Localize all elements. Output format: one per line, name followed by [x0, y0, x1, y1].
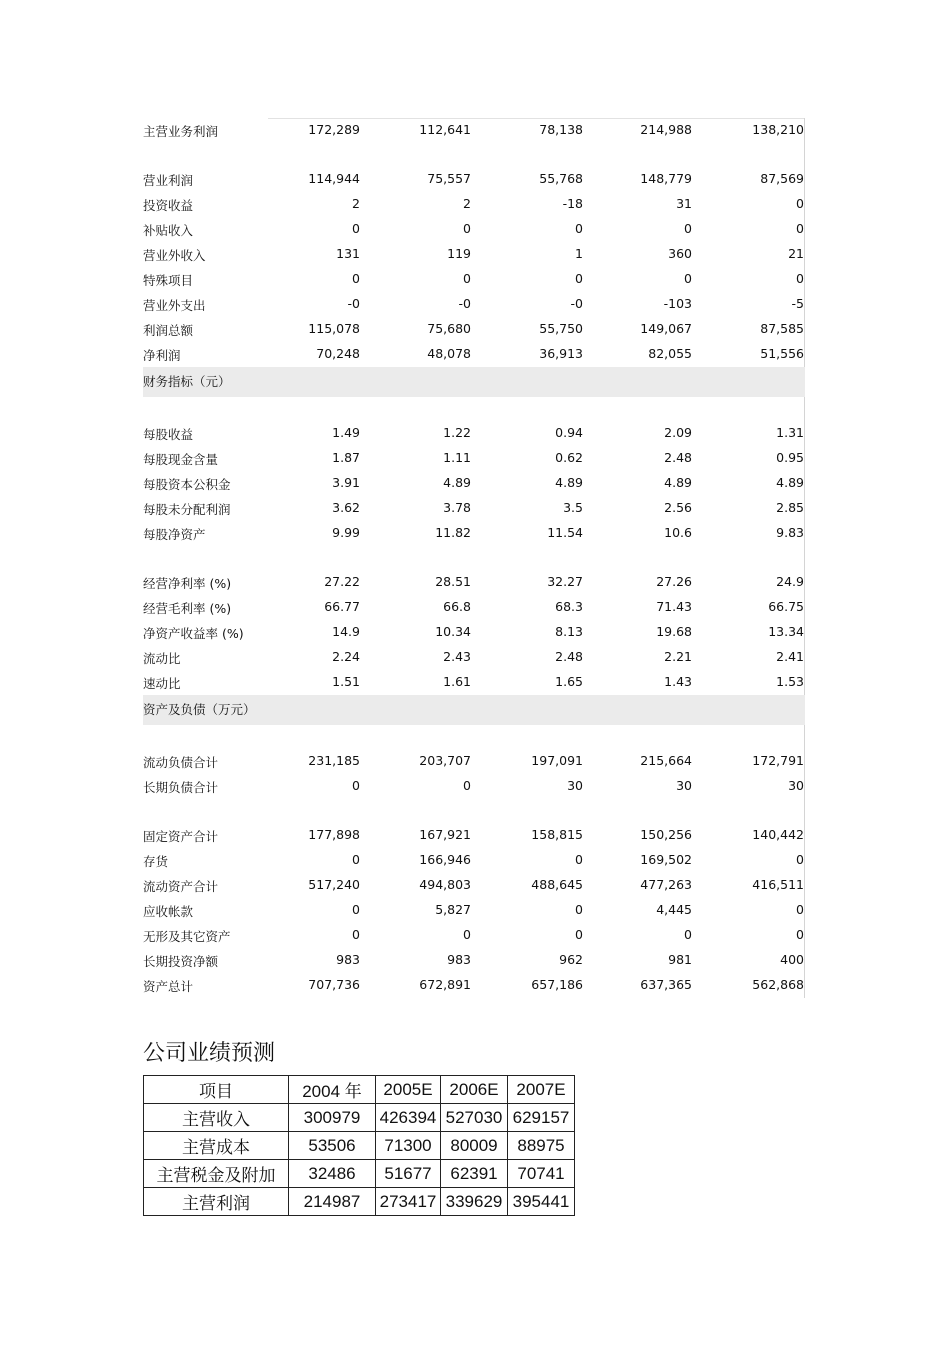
table-row	[143, 620, 805, 645]
value-cell: 131	[336, 246, 360, 261]
value-cell: 115,078	[308, 321, 360, 336]
value-cell: 0	[796, 927, 804, 942]
table-row	[143, 848, 805, 873]
value-cell: 3.62	[332, 500, 360, 515]
value-cell: 0	[796, 221, 804, 236]
forecast-item-cell: 主营利润	[144, 1188, 289, 1216]
value-cell: 0	[575, 902, 583, 917]
value-cell: 28.51	[435, 574, 471, 589]
value-cell: 172,791	[752, 753, 804, 768]
forecast-row	[144, 1104, 575, 1132]
table-row	[143, 118, 805, 143]
forecast-value-cell: 2004 年	[289, 1076, 376, 1104]
forecast-value-cell: 2006E	[441, 1076, 508, 1104]
row-label: 经营净利率 (%)	[143, 576, 232, 591]
row-label: 每股资本公积金	[143, 477, 231, 492]
forecast-header-row	[144, 1076, 575, 1104]
value-cell: 19.68	[656, 624, 692, 639]
forecast-value-cell: 70741	[508, 1160, 575, 1188]
value-cell: 203,707	[419, 753, 471, 768]
value-cell: 66.75	[768, 599, 804, 614]
value-cell: 0	[352, 778, 360, 793]
value-cell: 197,091	[531, 753, 583, 768]
value-cell: -5	[791, 296, 804, 311]
value-cell: 215,664	[640, 753, 692, 768]
value-cell: 1.31	[776, 425, 804, 440]
value-cell: 13.34	[768, 624, 804, 639]
row-label: 主营业务利润	[143, 124, 219, 139]
value-cell: 140,442	[752, 827, 804, 842]
value-cell: 1.49	[332, 425, 360, 440]
value-cell: 150,256	[640, 827, 692, 842]
value-cell: 4,445	[656, 902, 692, 917]
row-label: 每股未分配利润	[143, 502, 231, 517]
row-label: 流动比	[143, 651, 181, 666]
value-cell: 0	[352, 852, 360, 867]
value-cell: 1.53	[776, 674, 804, 689]
row-label: 应收帐款	[143, 904, 194, 919]
value-cell: 562,868	[752, 977, 804, 992]
table-row	[143, 873, 805, 898]
value-cell: 32.27	[547, 574, 583, 589]
value-cell: 4.89	[443, 475, 471, 490]
value-cell: 0	[463, 927, 471, 942]
value-cell: 400	[780, 952, 804, 967]
value-cell: 119	[447, 246, 471, 261]
value-cell: 1.22	[443, 425, 471, 440]
value-cell: 78,138	[539, 122, 583, 137]
value-cell: 2.48	[555, 649, 583, 664]
value-cell: 2.21	[664, 649, 692, 664]
forecast-value-cell: 300979	[289, 1104, 376, 1132]
value-cell: 75,557	[427, 171, 471, 186]
value-cell: 0	[575, 852, 583, 867]
value-cell: 2.48	[664, 450, 692, 465]
value-cell: 360	[668, 246, 692, 261]
value-cell: 1.11	[443, 450, 471, 465]
value-cell: -103	[663, 296, 692, 311]
value-cell: 4.89	[555, 475, 583, 490]
value-cell: 0	[352, 221, 360, 236]
forecast-row	[144, 1160, 575, 1188]
value-cell: 0.94	[555, 425, 583, 440]
forecast-value-cell: 629157	[508, 1104, 575, 1132]
table-row	[143, 645, 805, 670]
value-cell: 2.24	[332, 649, 360, 664]
table-row	[143, 217, 805, 242]
spacer-row	[143, 546, 805, 570]
value-cell: 3.91	[332, 475, 360, 490]
value-cell: 0	[796, 196, 804, 211]
value-cell: 51,556	[760, 346, 804, 361]
spacer-row	[143, 725, 805, 749]
forecast-item-cell: 主营收入	[144, 1104, 289, 1132]
value-cell: 68.3	[555, 599, 583, 614]
value-cell: 10.34	[435, 624, 471, 639]
value-cell: 2.09	[664, 425, 692, 440]
value-cell: 66.77	[324, 599, 360, 614]
value-cell: 70,248	[316, 346, 360, 361]
row-label: 每股净资产	[143, 527, 206, 542]
row-label: 固定资产合计	[143, 829, 219, 844]
value-cell: 27.26	[656, 574, 692, 589]
value-cell: 488,645	[531, 877, 583, 892]
forecast-value-cell: 51677	[376, 1160, 441, 1188]
value-cell: 983	[447, 952, 471, 967]
financial-statement-table	[143, 118, 805, 998]
value-cell: 10.6	[664, 525, 692, 540]
value-cell: 114,944	[308, 171, 360, 186]
value-cell: 167,921	[419, 827, 471, 842]
forecast-item-cell: 主营成本	[144, 1132, 289, 1160]
value-cell: 231,185	[308, 753, 360, 768]
value-cell: 0	[796, 852, 804, 867]
row-label: 特殊项目	[143, 273, 194, 288]
value-cell: 962	[559, 952, 583, 967]
value-cell: 14.9	[332, 624, 360, 639]
value-cell: 0	[575, 927, 583, 942]
value-cell: 0	[684, 221, 692, 236]
forecast-value-cell: 88975	[508, 1132, 575, 1160]
value-cell: 55,750	[539, 321, 583, 336]
table-row	[143, 317, 805, 342]
forecast-value-cell: 273417	[376, 1188, 441, 1216]
value-cell: 2.43	[443, 649, 471, 664]
value-cell: 3.5	[563, 500, 583, 515]
forecast-value-cell: 2007E	[508, 1076, 575, 1104]
row-label: 补贴收入	[143, 223, 194, 238]
table-row	[143, 570, 805, 595]
row-label: 净资产收益率 (%)	[143, 626, 244, 641]
value-cell: 21	[788, 246, 804, 261]
value-cell: 0	[463, 221, 471, 236]
table-row	[143, 342, 805, 367]
value-cell: 1.51	[332, 674, 360, 689]
row-label: 净利润	[143, 348, 181, 363]
row-label: 投资收益	[143, 198, 194, 213]
value-cell: 87,569	[760, 171, 804, 186]
value-cell: 0	[463, 271, 471, 286]
value-cell: 4.89	[776, 475, 804, 490]
forecast-value-cell: 214987	[289, 1188, 376, 1216]
forecast-item-cell: 主营税金及附加	[144, 1160, 289, 1188]
value-cell: 2	[352, 196, 360, 211]
table-row	[143, 471, 805, 496]
table-row	[143, 973, 805, 998]
row-label: 资产总计	[143, 979, 194, 994]
row-label: 利润总额	[143, 323, 194, 338]
forecast-title: 公司业绩预测	[143, 1041, 276, 1066]
row-label: 速动比	[143, 676, 181, 691]
value-cell: 75,680	[427, 321, 471, 336]
forecast-value-cell: 527030	[441, 1104, 508, 1132]
value-cell: 148,779	[640, 171, 692, 186]
row-label: 长期投资净额	[143, 954, 219, 969]
value-cell: 48,078	[427, 346, 471, 361]
row-label: 每股收益	[143, 427, 194, 442]
value-cell: 0	[684, 271, 692, 286]
value-cell: 36,913	[539, 346, 583, 361]
row-label: 存货	[143, 854, 169, 869]
value-cell: -0	[570, 296, 583, 311]
table-row	[143, 774, 805, 799]
value-cell: 1.61	[443, 674, 471, 689]
row-label: 营业利润	[143, 173, 194, 188]
value-cell: 149,067	[640, 321, 692, 336]
value-cell: 477,263	[640, 877, 692, 892]
value-cell: 2.56	[664, 500, 692, 515]
value-cell: 138,210	[752, 122, 804, 137]
value-cell: 166,946	[419, 852, 471, 867]
table-row	[143, 948, 805, 973]
row-label: 每股现金含量	[143, 452, 219, 467]
value-cell: 24.9	[776, 574, 804, 589]
value-cell: 31	[676, 196, 692, 211]
value-cell: -0	[347, 296, 360, 311]
value-cell: -0	[458, 296, 471, 311]
table-row	[143, 898, 805, 923]
value-cell: 2.85	[776, 500, 804, 515]
forecast-value-cell: 2005E	[376, 1076, 441, 1104]
value-cell: 5,827	[435, 902, 471, 917]
row-label: 流动负债合计	[143, 755, 219, 770]
value-cell: 82,055	[648, 346, 692, 361]
value-cell: 11.54	[547, 525, 583, 540]
value-cell: 9.83	[776, 525, 804, 540]
value-cell: 0.62	[555, 450, 583, 465]
value-cell: 517,240	[308, 877, 360, 892]
value-cell: 87,585	[760, 321, 804, 336]
value-cell: 55,768	[539, 171, 583, 186]
value-cell: 0	[575, 271, 583, 286]
value-cell: 0	[575, 221, 583, 236]
value-cell: 66.8	[443, 599, 471, 614]
value-cell: 494,803	[419, 877, 471, 892]
value-cell: -18	[562, 196, 583, 211]
value-cell: 30	[788, 778, 804, 793]
value-cell: 172,289	[308, 122, 360, 137]
value-cell: 983	[336, 952, 360, 967]
table-row	[143, 267, 805, 292]
value-cell: 2	[463, 196, 471, 211]
table-row	[143, 749, 805, 774]
forecast-row	[144, 1132, 575, 1160]
table-row	[143, 446, 805, 471]
table-row	[143, 496, 805, 521]
table-row	[143, 670, 805, 695]
value-cell: 0.95	[776, 450, 804, 465]
value-cell: 1.43	[664, 674, 692, 689]
value-cell: 177,898	[308, 827, 360, 842]
value-cell: 3.78	[443, 500, 471, 515]
spacer-row	[143, 143, 805, 167]
value-cell: 0	[796, 902, 804, 917]
forecast-value-cell: 426394	[376, 1104, 441, 1132]
value-cell: 637,365	[640, 977, 692, 992]
value-cell: 0	[463, 778, 471, 793]
forecast-row	[144, 1188, 575, 1216]
forecast-value-cell: 80009	[441, 1132, 508, 1160]
value-cell: 0	[352, 927, 360, 942]
forecast-value-cell: 32486	[289, 1160, 376, 1188]
section-header	[143, 367, 805, 397]
value-cell: 0	[684, 927, 692, 942]
value-cell: 9.99	[332, 525, 360, 540]
table-row	[143, 421, 805, 446]
row-label: 无形及其它资产	[143, 929, 231, 944]
value-cell: 707,736	[308, 977, 360, 992]
spacer-row	[143, 799, 805, 823]
value-cell: 4.89	[664, 475, 692, 490]
table-row	[143, 242, 805, 267]
row-label: 营业外支出	[143, 298, 206, 313]
table-row	[143, 823, 805, 848]
table-row	[143, 923, 805, 948]
table-row	[143, 192, 805, 217]
forecast-value-cell: 62391	[441, 1160, 508, 1188]
value-cell: 169,502	[640, 852, 692, 867]
value-cell: 1.65	[555, 674, 583, 689]
value-cell: 30	[567, 778, 583, 793]
table-row	[143, 292, 805, 317]
value-cell: 1	[575, 246, 583, 261]
value-cell: 657,186	[531, 977, 583, 992]
row-label: 经营毛利率 (%)	[143, 601, 232, 616]
section-title: 财务指标（元）	[143, 374, 231, 389]
value-cell: 981	[668, 952, 692, 967]
value-cell: 11.82	[435, 525, 471, 540]
forecast-table	[143, 1075, 575, 1216]
section-header	[143, 695, 805, 725]
table-row	[143, 167, 805, 192]
forecast-value-cell: 71300	[376, 1132, 441, 1160]
value-cell: 0	[352, 902, 360, 917]
value-cell: 2.41	[776, 649, 804, 664]
value-cell: 416,511	[752, 877, 804, 892]
table-row	[143, 595, 805, 620]
forecast-item-cell: 项目	[144, 1076, 289, 1104]
value-cell: 672,891	[419, 977, 471, 992]
value-cell: 0	[796, 271, 804, 286]
row-label: 流动资产合计	[143, 879, 219, 894]
financial-rows	[143, 118, 805, 998]
forecast-value-cell: 395441	[508, 1188, 575, 1216]
value-cell: 27.22	[324, 574, 360, 589]
forecast-value-cell: 339629	[441, 1188, 508, 1216]
value-cell: 8.13	[555, 624, 583, 639]
value-cell: 71.43	[656, 599, 692, 614]
row-label: 长期负债合计	[143, 780, 219, 795]
row-label: 营业外收入	[143, 248, 206, 263]
value-cell: 0	[352, 271, 360, 286]
section-title: 资产及负债（万元）	[143, 702, 256, 717]
value-cell: 1.87	[332, 450, 360, 465]
value-cell: 30	[676, 778, 692, 793]
forecast-table-body	[144, 1076, 575, 1216]
value-cell: 214,988	[640, 122, 692, 137]
spacer-row	[143, 397, 805, 421]
value-cell: 112,641	[419, 122, 471, 137]
value-cell: 158,815	[531, 827, 583, 842]
forecast-value-cell: 53506	[289, 1132, 376, 1160]
table-row	[143, 521, 805, 546]
